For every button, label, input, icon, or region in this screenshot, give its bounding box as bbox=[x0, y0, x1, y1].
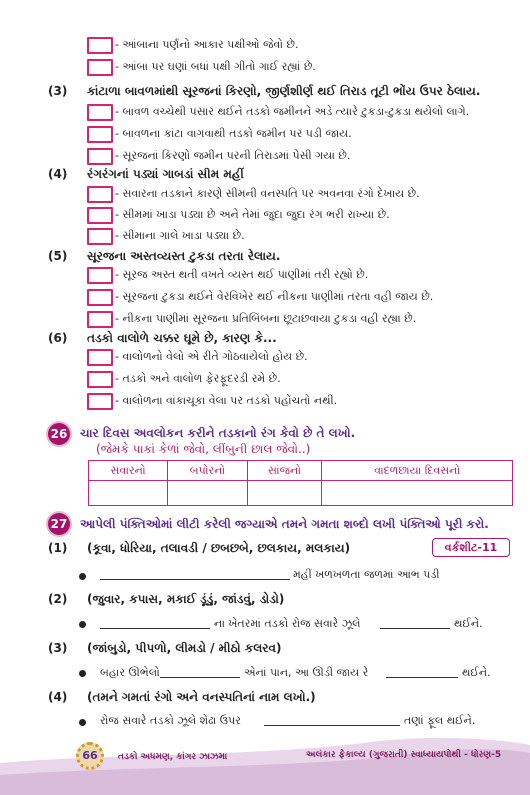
option-text: - સૂરજ અસ્ત થતી વખતે વ્યસ્ત થઈ પાણીમાં તરી રહ્યો છે. bbox=[115, 268, 369, 281]
answer-box[interactable] bbox=[87, 289, 113, 306]
column-header-afternoon: બપોરનો bbox=[168, 461, 248, 481]
question-text: સૂરજના અસ્તવ્યસ્ત ટુકડા તરતા રેલાય. bbox=[87, 249, 281, 263]
exercise-number-badge: 27 bbox=[48, 513, 70, 535]
sentence-middle: ના ખેતરમાં તડકો રોજ સવારે ઝૂલે bbox=[214, 617, 361, 630]
table-header-row bbox=[89, 461, 513, 481]
column-header-morning: સવારનો bbox=[89, 461, 168, 481]
sentence-end: થઈને. bbox=[454, 617, 483, 630]
option-text: - સીમમાં ખાડા પડ્યા છે અને તેમાં જુદા જુદા રંગ ભરી રાખ્યા છે. bbox=[115, 208, 390, 221]
answer-cell[interactable] bbox=[322, 481, 513, 506]
answer-box[interactable] bbox=[87, 126, 113, 143]
question-number: (6) bbox=[48, 331, 68, 345]
footer-left-text: તડકો અધમણ, કાંગર ઝાઝમા bbox=[118, 752, 228, 762]
exercise-heading: આપેલી પંક્તિઓમાં લીટી કરેલી જગ્યાએ તમને ગમતા શબ્દો લખી પંક્તિઓ પૂરી કરો. bbox=[80, 517, 489, 531]
observation-table bbox=[88, 460, 513, 506]
exercise-heading: ચાર દિવસ અવલોકન કરીને તડકાનો રંગ કેવો છે તે લખો. bbox=[80, 426, 356, 440]
item-number: (3) bbox=[48, 641, 68, 655]
answer-box[interactable] bbox=[87, 311, 113, 328]
item-number: (1) bbox=[48, 541, 68, 555]
item-number: (4) bbox=[48, 690, 68, 704]
answer-box[interactable] bbox=[87, 207, 113, 224]
sentence-middle: એનાં પાન, આ ઊડી જાય રે bbox=[244, 666, 369, 679]
option-text: - નીકના પાણીમાં સૂરજના પ્રતિબિંબના છૂટાછવાયા ટુકડા વહી રહ્યા છે. bbox=[115, 312, 417, 325]
sentence-start: બહાર ઊભેલો bbox=[100, 666, 160, 679]
answer-box[interactable] bbox=[87, 59, 113, 76]
question-text: તડકો વાલોળે ચક્કર ઘૂમે છે, કારણ કે... bbox=[87, 331, 277, 345]
sentence-end: તણાં ફૂલ થઈને. bbox=[404, 714, 476, 727]
column-header-cloudy-day: વાદળછાયા દિવસનો bbox=[322, 461, 513, 481]
blank-line[interactable] bbox=[100, 579, 290, 580]
sentence-end: થઈને. bbox=[462, 666, 491, 679]
bullet bbox=[79, 670, 86, 677]
item-word-options: (કૂવા, ધોરિયા, તલાવડી / છબછબે, છલકાય, મલકાય) bbox=[87, 541, 351, 555]
option-text: - બાવળ વચ્ચેથી પસાર થઈને તડકો જમીનને અડે ત્યારે ટુકડા-ટુકડા થયેલો લાગે. bbox=[115, 105, 470, 118]
option-text: - વાલોળના વાંકાચૂકા વેલા પર તડકો પહોંચતો નથી. bbox=[115, 394, 338, 407]
answer-box[interactable] bbox=[87, 186, 113, 203]
bullet bbox=[79, 573, 86, 580]
page-number: 66 bbox=[76, 742, 104, 770]
exercise-example: (જેમકે પાકાં કેળાં જેવો, લીંબુની છાલ જેવો..) bbox=[96, 442, 311, 456]
answer-box[interactable] bbox=[87, 371, 113, 388]
answer-box[interactable] bbox=[87, 148, 113, 165]
answer-box[interactable] bbox=[87, 393, 113, 410]
option-text: - બાવળના કાંટા વાગવાથી તડકો જમીન પર પડી જાય. bbox=[115, 127, 352, 140]
option-text: - આંબાના પર્ણનો આકાર પક્ષીઓ જેવો છે. bbox=[115, 38, 299, 51]
blank-line[interactable] bbox=[100, 628, 210, 629]
option-text: - સૂરજનાં કિરણો જમીન પરની તિરાડમાં પેસી ગયાં છે. bbox=[115, 149, 351, 162]
question-text: રંગરંગનાં પડ્યાં ગાબડાં સીમ મહીં bbox=[87, 167, 244, 181]
item-word-options: (જાંબુડો, પીપળો, લીમડો / મીઠો કલરવ) bbox=[87, 641, 282, 655]
blank-line[interactable] bbox=[386, 677, 458, 678]
bullet bbox=[79, 621, 86, 628]
option-text: - સૂરજના ટુકડા થઈને વેરવિખેર થઈ નીકના પાણીમાં તરતા વહી જાય છે. bbox=[115, 290, 434, 303]
answer-box[interactable] bbox=[87, 104, 113, 121]
answer-box[interactable] bbox=[87, 228, 113, 245]
table-answer-row bbox=[89, 481, 513, 506]
footer-right-text: અલંકાર ફેકાલ્ય (ગુજરાતી) સ્વાધ્યાયપોથી - ધોરણ-5 bbox=[306, 750, 502, 760]
exercise-number-badge: 26 bbox=[48, 423, 70, 445]
worksheet-badge: વર્કશીટ-11 bbox=[432, 538, 510, 557]
question-text: કાંટાળા બાવળમાંથી સૂરજનાં કિરણો, જીર્ણશીર્ણ થઈ તિરાડ તૂટી ભોંય ઉપર ઠેલાય. bbox=[87, 84, 481, 98]
option-text: - તડકો અને વાલોળ ફેરફૂદરડી રમે છે. bbox=[115, 372, 281, 385]
option-text: - સીમાના ગાલે ખાડા પડ્યા છે. bbox=[115, 229, 245, 242]
item-number: (2) bbox=[48, 592, 68, 606]
answer-box[interactable] bbox=[87, 349, 113, 366]
bullet bbox=[79, 719, 86, 726]
item-word-options: (તમને ગમતાં રંગો અને વનસ્પતિનાં નામ લખો.) bbox=[87, 690, 316, 704]
question-number: (5) bbox=[48, 249, 68, 263]
answer-cell[interactable] bbox=[89, 481, 168, 506]
sentence-middle: મહીં ખળખળતા જળમાં આભ પડી bbox=[293, 568, 440, 581]
option-text: - સવારના તડકાને કારણે સીમની વનસ્પતિ પર અવનવા રંગો દેખાય છે. bbox=[115, 187, 420, 200]
blank-line[interactable] bbox=[160, 677, 240, 678]
column-header-evening: સાંજનો bbox=[247, 461, 321, 481]
answer-box[interactable] bbox=[87, 37, 113, 54]
answer-cell[interactable] bbox=[247, 481, 321, 506]
item-word-options: (જુવાર, કપાસ, મકાઈ ડૂંડું, જાંડવું, ડોડો) bbox=[87, 592, 285, 606]
blank-line[interactable] bbox=[264, 725, 400, 726]
answer-cell[interactable] bbox=[168, 481, 248, 506]
question-number: (4) bbox=[48, 167, 68, 181]
question-number: (3) bbox=[48, 84, 68, 98]
option-text: - વાલોળનો વેલો એ રીતે ગોઠવાયેલો હોય છે. bbox=[115, 350, 308, 363]
answer-box[interactable] bbox=[87, 267, 113, 284]
blank-line[interactable] bbox=[380, 628, 450, 629]
sentence-start: રોજ સવારે તડકો ઝૂલે શેઢા ઉપર bbox=[100, 714, 241, 727]
option-text: - આંબા પર ઘણાં બધાં પક્ષી ગીતો ગાઈ રહ્યાં છે. bbox=[115, 60, 316, 73]
